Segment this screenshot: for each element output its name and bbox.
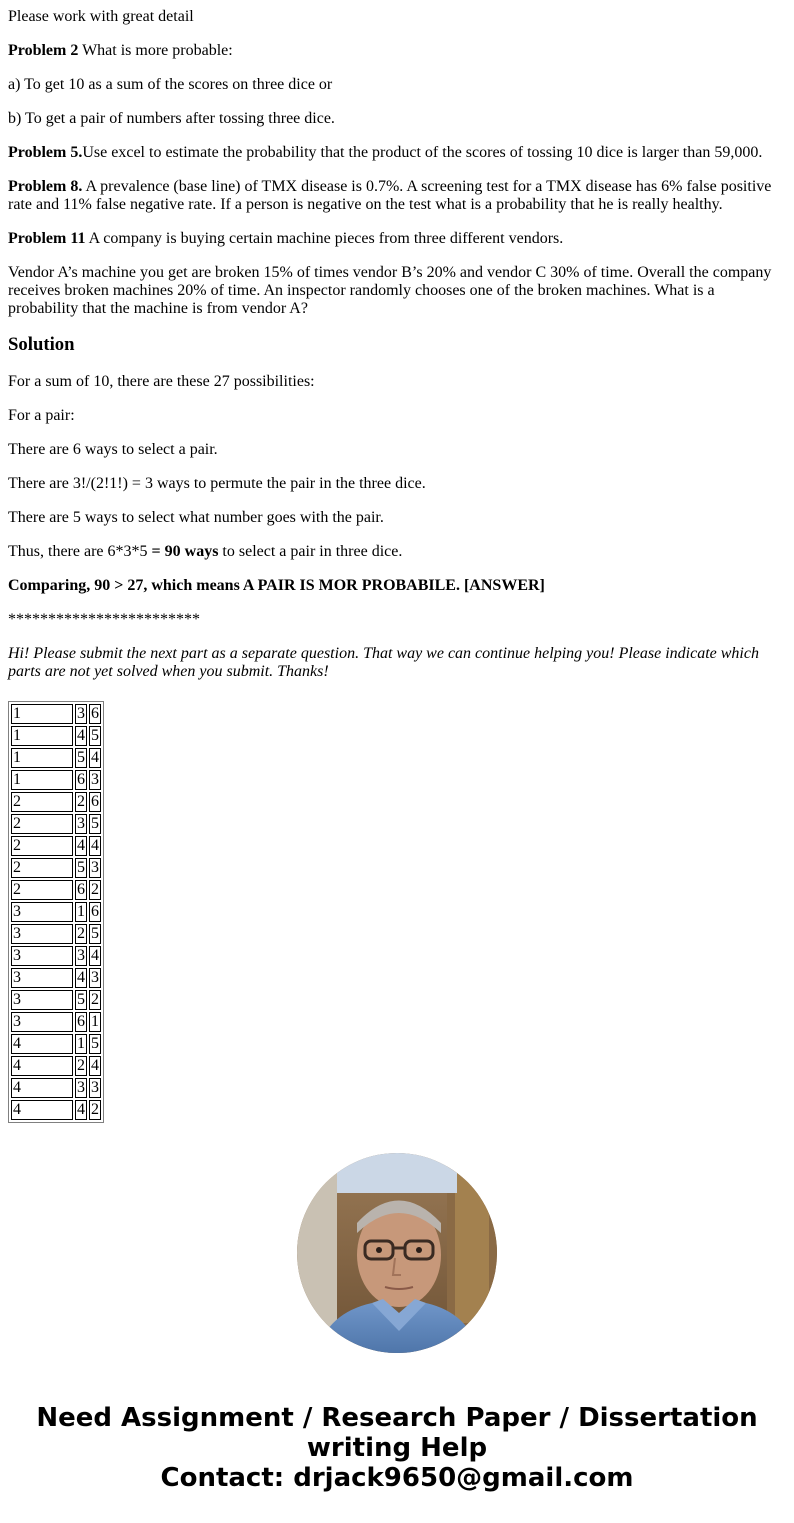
solution-line-2: For a pair: <box>8 407 75 424</box>
table-cell: 4 <box>11 1100 73 1120</box>
table-cell: 5 <box>91 815 99 832</box>
table-row <box>11 902 101 922</box>
problem-2-option-a: a) To get 10 as a sum of the scores on three dice or <box>8 76 333 93</box>
solution-line-6-bold: = 90 ways <box>151 543 219 560</box>
possibilities-table <box>8 701 104 1123</box>
solution-answer <box>8 577 786 595</box>
table-cell: 6 <box>77 881 85 898</box>
table-cell: 2 <box>11 836 73 856</box>
problem-5-label: Problem 5. <box>8 144 83 161</box>
table-cell: 3 <box>11 990 73 1010</box>
table-cell: 1 <box>11 748 73 768</box>
intro-text: Please work with great detail <box>8 8 194 25</box>
table-cell: 2 <box>91 991 99 1008</box>
table-cell: 2 <box>11 858 73 878</box>
table-row <box>11 858 101 878</box>
table-cell: 2 <box>77 1057 85 1074</box>
problem-2-label: Problem 2 <box>8 42 79 59</box>
promo-contact[interactable]: Contact: drjack9650@gmail.com <box>160 1463 634 1493</box>
table-row <box>11 770 101 790</box>
table-cell: 4 <box>77 969 85 986</box>
table-cell: 1 <box>77 903 85 920</box>
table-cell: 1 <box>11 704 73 724</box>
table-row <box>11 924 101 944</box>
table-cell: 5 <box>91 1035 99 1052</box>
problem-11-text: A company is buying certain machine pieces from three different vendors. <box>85 230 564 247</box>
solution-line-1: For a sum of 10, there are these 27 possibilities: <box>8 373 315 390</box>
table-cell: 2 <box>77 925 85 942</box>
table-cell: 4 <box>91 947 99 964</box>
table-cell: 2 <box>11 792 73 812</box>
separator-stars: ************************ <box>8 611 200 628</box>
table-row <box>11 946 101 966</box>
table-cell: 4 <box>77 727 85 744</box>
table-cell: 4 <box>11 1034 73 1054</box>
table-cell: 1 <box>91 1013 99 1030</box>
table-cell: 5 <box>77 749 85 766</box>
table-cell: 5 <box>77 991 85 1008</box>
table-cell: 3 <box>77 947 85 964</box>
solution-line-4: There are 3!/(2!1!) = 3 ways to permute the pair in the three dice. <box>8 475 426 492</box>
table-cell: 3 <box>11 1012 73 1032</box>
table-row <box>11 1012 101 1032</box>
table-cell: 4 <box>91 749 99 766</box>
table-cell: 2 <box>91 1101 99 1118</box>
table-cell: 1 <box>11 770 73 790</box>
table-row <box>11 726 101 746</box>
problem-2 <box>8 42 786 60</box>
problem-2-text: What is more probable: <box>78 42 233 59</box>
table-cell: 1 <box>77 1035 85 1052</box>
table-cell: 5 <box>91 727 99 744</box>
table-row <box>11 1034 101 1054</box>
problem-8-text: A prevalence (base line) of TMX disease is 0.7%. A screening test for a TMX disease has 6% false positive rate and 11% false negative rate. If a person is negative on the test what is a probability that he is really healthy. <box>8 178 772 213</box>
table-cell: 4 <box>91 837 99 854</box>
table-cell: 3 <box>91 1079 99 1096</box>
promo-line-2: writing Help <box>306 1433 488 1463</box>
table-row <box>11 880 101 900</box>
table-cell: 4 <box>77 837 85 854</box>
problem-8 <box>8 178 786 214</box>
table-cell: 4 <box>91 1057 99 1074</box>
table-row <box>11 1100 101 1120</box>
problem-2-option-b: b) To get a pair of numbers after tossing three dice. <box>8 110 335 127</box>
table-row <box>11 704 101 724</box>
promo-line-1: Need Assignment / Research Paper / Dissertation <box>36 1403 758 1433</box>
table-cell: 1 <box>11 726 73 746</box>
table-cell: 6 <box>91 705 99 722</box>
possibilities-table-container[interactable] <box>8 701 104 1123</box>
table-cell: 2 <box>77 793 85 810</box>
solution-line-6-post: to select a pair in three dice. <box>218 543 403 560</box>
table-cell: 4 <box>77 1101 85 1118</box>
solution-line-6-pre: Thus, there are 6*3*5 <box>8 543 152 560</box>
table-cell: 6 <box>91 903 99 920</box>
table-row <box>11 814 101 834</box>
problem-5 <box>8 144 786 162</box>
problem-11-label: Problem 11 <box>8 230 86 247</box>
promo-footer <box>0 1403 794 1493</box>
problem-11-detail: Vendor A’s machine you get are broken 15% of times vendor B’s 20% and vendor C 30% of time. Overall the company receives broken machines 20% of time. An inspector randomly chooses one of the broken machines. What is a probability that the machine is from vendor A? <box>8 264 772 317</box>
table-cell: 5 <box>91 925 99 942</box>
table-cell: 3 <box>91 969 99 986</box>
table-row <box>11 748 101 768</box>
solution-heading: Solution <box>8 334 75 355</box>
table-cell: 6 <box>77 1013 85 1030</box>
table-cell: 3 <box>77 705 85 722</box>
table-cell: 3 <box>91 859 99 876</box>
table-cell: 2 <box>91 881 99 898</box>
table-cell: 5 <box>77 859 85 876</box>
table-cell: 4 <box>11 1078 73 1098</box>
solution-line-5: There are 5 ways to select what number goes with the pair. <box>8 509 384 526</box>
solution-line-3: There are 6 ways to select a pair. <box>8 441 218 458</box>
author-portrait <box>297 1153 497 1353</box>
table-cell: 3 <box>77 1079 85 1096</box>
table-cell: 3 <box>11 946 73 966</box>
table-row <box>11 968 101 988</box>
table-row <box>11 1078 101 1098</box>
table-cell: 3 <box>11 968 73 988</box>
problem-5-text: Use excel to estimate the probability that the product of the scores of tossing 10 dice is larger than 59,000. <box>82 144 763 161</box>
table-cell: 3 <box>91 771 99 788</box>
table-cell: 2 <box>11 814 73 834</box>
table-cell: 3 <box>11 924 73 944</box>
table-cell: 3 <box>77 815 85 832</box>
table-row <box>11 1056 101 1076</box>
table-cell: 4 <box>11 1056 73 1076</box>
table-row <box>11 990 101 1010</box>
document-content <box>8 0 786 697</box>
author-avatar <box>297 1153 497 1353</box>
table-row <box>11 792 101 812</box>
solution-answer-text: Comparing, 90 > 27, which means A PAIR IS MOR PROBABILE. [ANSWER] <box>8 577 545 594</box>
table-cell: 6 <box>77 771 85 788</box>
problem-11 <box>8 230 786 248</box>
table-row <box>11 836 101 856</box>
problem-8-label: Problem 8. <box>8 178 83 195</box>
table-cell: 3 <box>11 902 73 922</box>
possibilities-table-body <box>11 704 101 1120</box>
table-cell: 6 <box>91 793 99 810</box>
solution-note: Hi! Please submit the next part as a separate question. That way we can continue helping you! Please indicate which parts are not yet solved when you submit. Thanks! <box>8 645 759 680</box>
solution-line-6 <box>8 543 786 561</box>
table-cell: 2 <box>11 880 73 900</box>
